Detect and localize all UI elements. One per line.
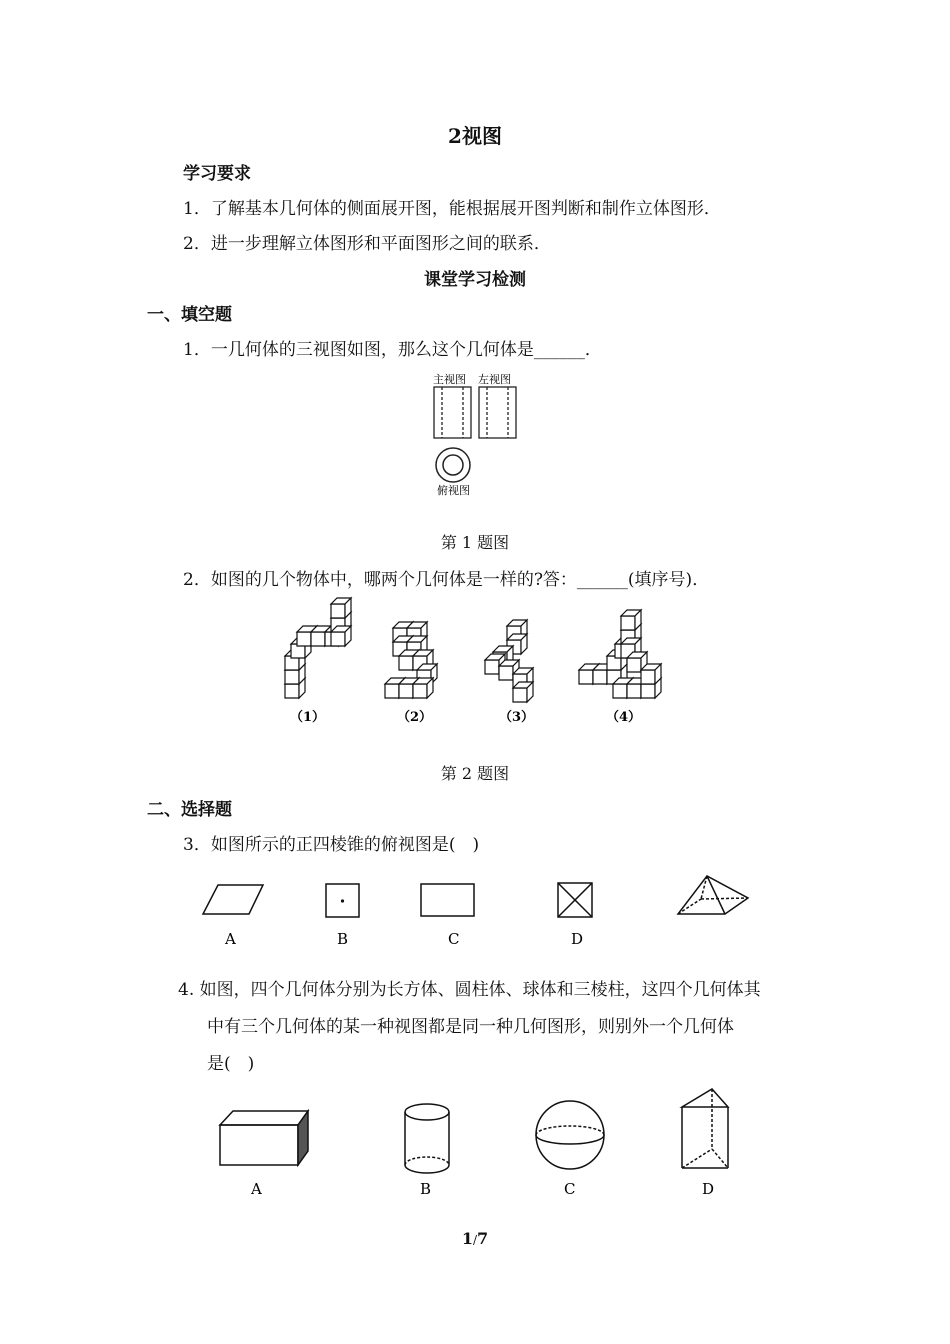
- current-page: 1: [461, 1229, 473, 1248]
- section-title: 课堂学习检测: [424, 270, 526, 290]
- requirement-item-2: 2．进一步理解立体图形和平面图形之间的联系．: [183, 234, 551, 254]
- q4-solids-figure: [210, 1085, 740, 1200]
- top-view: [436, 448, 470, 482]
- question-4-line-2: 中有三个几何体的某一种视图都是同一种几何图形，则别外一个几何体: [207, 1017, 734, 1037]
- stack-label-2: （2）: [397, 710, 433, 725]
- q4-option-a-label: A: [251, 1180, 262, 1198]
- question-4-line-1: 4. 如图，四个几何体分别为长方体、圆柱体、球体和三棱柱，这四个几何体其: [178, 980, 761, 1000]
- q3-option-b-label: B: [337, 930, 349, 948]
- part2-heading: 二、选择题: [147, 800, 232, 820]
- question-2: 2．如图的几个物体中，哪两个几何体是一样的?答：______(填序号)．: [183, 570, 710, 590]
- q4-option-c-label: C: [564, 1180, 576, 1198]
- cylinder-figure: [405, 1104, 449, 1173]
- q3-option-d-label: D: [571, 930, 584, 948]
- figure-caption-2: 第 2 题图: [440, 764, 510, 783]
- option-c-rectangle: [421, 884, 474, 916]
- page-separator: /: [472, 1233, 478, 1247]
- requirement-item-1: 1．了解基本几何体的侧面展开图，能根据展开图判断和制作立体图形．: [183, 199, 721, 219]
- option-d-square-with-diagonals: [558, 883, 592, 917]
- q1-three-views-figure: [425, 370, 525, 500]
- question-4-line-3: 是( ): [207, 1054, 255, 1074]
- sphere-figure: [536, 1101, 604, 1169]
- part1-heading: 一、填空题: [147, 305, 232, 325]
- requirements-heading: 学习要求: [183, 164, 251, 184]
- stack-2: [385, 622, 437, 698]
- q3-options-figure: [195, 872, 755, 952]
- left-view-label: 左视图: [478, 373, 511, 386]
- left-view: [479, 387, 516, 438]
- page-number: [0, 1229, 950, 1250]
- top-view-label: 俯视图: [437, 484, 470, 497]
- q4-option-b-label: B: [420, 1180, 432, 1198]
- total-pages: 7: [477, 1229, 489, 1248]
- front-view: [434, 387, 471, 438]
- question-3: 3．如图所示的正四棱锥的俯视图是( ): [183, 835, 480, 855]
- option-a-parallelogram: [203, 885, 263, 914]
- cuboid-figure: [220, 1111, 308, 1165]
- pyramid-figure: [678, 876, 748, 914]
- stack-label-4: （4）: [606, 710, 642, 725]
- stack-3: [485, 620, 533, 702]
- stack-1: [285, 598, 351, 698]
- page-title: 2视图: [448, 124, 502, 148]
- q2-cube-stacks-figure: [275, 600, 675, 730]
- stack-label-3: （3）: [499, 710, 535, 725]
- q4-option-d-label: D: [702, 1180, 715, 1198]
- triangular-prism-figure: [682, 1089, 728, 1168]
- q3-option-a-label: A: [225, 930, 236, 948]
- question-1: 1．一几何体的三视图如图，那么这个几何体是______．: [183, 340, 602, 360]
- stack-label-1: （1）: [290, 710, 326, 725]
- front-view-label: 主视图: [433, 373, 466, 386]
- figure-caption-1: 第 1 题图: [440, 533, 510, 552]
- q3-option-c-label: C: [448, 930, 460, 948]
- stack-4: [579, 610, 661, 698]
